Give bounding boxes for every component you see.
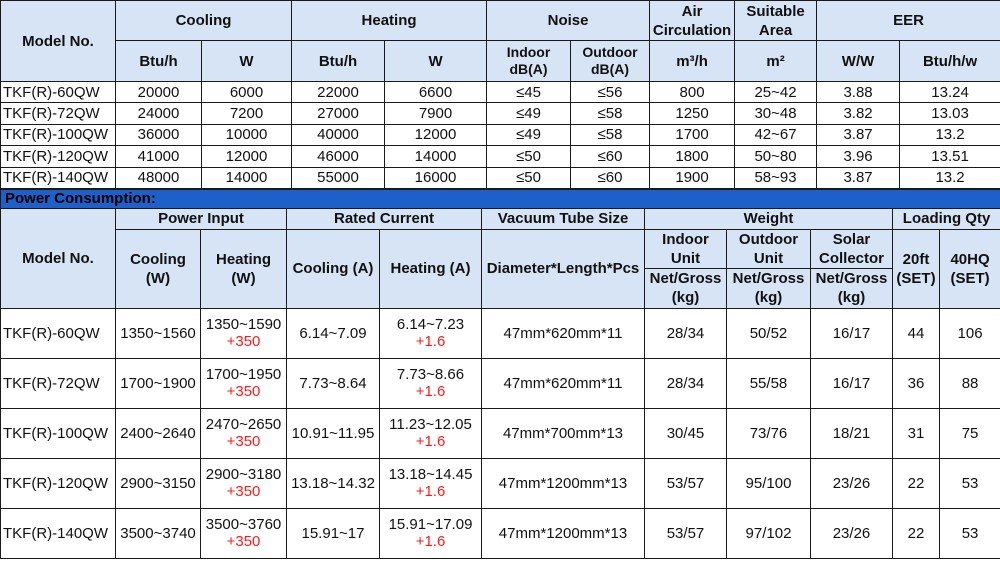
spec-area-cell: 42~67 — [735, 124, 817, 145]
spec-noise-outdoor-cell: ≤58 — [571, 124, 650, 145]
tube-size-cell: 47mm*620mm*11 — [482, 358, 645, 408]
spec-heat-w-cell: 16000 — [385, 167, 487, 188]
spec-eer-btuhw-cell: 13.24 — [900, 82, 1000, 103]
current-cooling-cell: 13.18~14.32 — [287, 458, 380, 508]
spec-eer-btuhw-cell: 13.2 — [900, 167, 1000, 188]
power-cooling-w-header: Cooling (W) — [116, 229, 201, 308]
spec-header-row-1 — [1, 1, 1000, 41]
power-row — [1, 508, 1000, 558]
spec-heat-btuh-cell: 27000 — [292, 103, 385, 124]
power-cooling-cell: 1350~1560 — [116, 308, 201, 358]
power-heating-cell: 3500~3760 +350 — [201, 508, 287, 558]
loading-40hq-header: 40HQ (SET) — [940, 229, 1000, 308]
weight-indoor-unit-header: Net/Gross (kg) — [645, 268, 727, 308]
heater-current-addition: +1.6 — [415, 433, 446, 451]
spec-airflow-unit-header: m³/h — [650, 41, 735, 82]
tube-size-cell: 47mm*1200mm*13 — [482, 508, 645, 558]
spec-cool-w-cell: 7200 — [202, 103, 292, 124]
spec-model-header: Model No. — [1, 1, 116, 82]
spec-heat-btuh-header: Btu/h — [292, 41, 385, 82]
spec-eer-ww-cell: 3.88 — [817, 82, 900, 103]
spec-model-cell: TKF(R)-140QW — [1, 167, 116, 188]
spec-heat-btuh-cell: 40000 — [292, 124, 385, 145]
spec-eer-ww-cell: 3.82 — [817, 103, 900, 124]
heater-addition: +350 — [226, 383, 261, 401]
spec-airflow-cell: 1800 — [650, 146, 735, 167]
power-header-row-1 — [1, 208, 1000, 229]
weight-solar-cell: 23/26 — [811, 458, 893, 508]
spec-cooling-header: Cooling — [116, 1, 292, 41]
spec-area-cell: 58~93 — [735, 167, 817, 188]
power-heating-cell: 2900~3180 +350 — [201, 458, 287, 508]
spec-row — [1, 124, 1000, 145]
power-model-cell: TKF(R)-72QW — [1, 358, 116, 408]
current-cooling-cell: 15.91~17 — [287, 508, 380, 558]
vacuum-tube-header: Vacuum Tube Size — [482, 208, 645, 229]
spec-cool-btuh-cell: 20000 — [116, 82, 202, 103]
power-model-cell: TKF(R)-60QW — [1, 308, 116, 358]
spec-heat-btuh-cell: 55000 — [292, 167, 385, 188]
spec-eer-btuhw-header: Btu/h/w — [900, 41, 1000, 82]
power-heating-w-header: Heating (W) — [201, 229, 287, 308]
current-heating-cell: 11.23~12.05 +1.6 — [380, 408, 482, 458]
spec-cool-btuh-cell: 24000 — [116, 103, 202, 124]
power-input-header: Power Input — [116, 208, 287, 229]
spec-eer-ww-cell: 3.87 — [817, 167, 900, 188]
heater-addition: +350 — [226, 483, 261, 501]
spec-noise-outdoor-cell: ≤56 — [571, 82, 650, 103]
heater-current-addition: +1.6 — [415, 483, 446, 501]
heater-current-addition: +1.6 — [415, 533, 446, 551]
spec-air-circulation-header: Air Circulation — [650, 1, 735, 41]
spec-area-unit-header: m² — [735, 41, 817, 82]
power-model-cell: TKF(R)-120QW — [1, 458, 116, 508]
spec-cool-w-cell: 14000 — [202, 167, 292, 188]
weight-outdoor-cell: 50/52 — [727, 308, 811, 358]
spec-row — [1, 82, 1000, 103]
loading-20ft-cell: 31 — [893, 408, 940, 458]
tube-dimension-header: Diameter*Length*Pcs — [482, 229, 645, 308]
loading-20ft-header: 20ft (SET) — [893, 229, 940, 308]
spec-heat-btuh-cell: 22000 — [292, 82, 385, 103]
loading-40hq-cell: 75 — [940, 408, 1000, 458]
weight-solar-unit-header: Net/Gross (kg) — [811, 268, 893, 308]
spec-model-cell: TKF(R)-60QW — [1, 82, 116, 103]
loading-40hq-cell: 53 — [940, 508, 1000, 558]
heater-addition: +350 — [226, 533, 261, 551]
heater-current-addition: +1.6 — [415, 333, 446, 351]
spec-eer-btuhw-cell: 13.03 — [900, 103, 1000, 124]
power-cooling-cell: 1700~1900 — [116, 358, 201, 408]
power-header-row-2 — [1, 229, 1000, 268]
spec-noise-indoor-cell: ≤50 — [487, 167, 571, 188]
weight-solar-cell: 18/21 — [811, 408, 893, 458]
spec-eer-ww-cell: 3.87 — [817, 124, 900, 145]
spec-eer-btuhw-cell: 13.51 — [900, 146, 1000, 167]
weight-indoor-cell: 53/57 — [645, 508, 727, 558]
spec-noise-indoor-cell: ≤45 — [487, 82, 571, 103]
spec-noise-outdoor-cell: ≤60 — [571, 146, 650, 167]
spec-airflow-cell: 1900 — [650, 167, 735, 188]
loading-qty-header: Loading Qty — [893, 208, 1000, 229]
spec-heat-w-header: W — [385, 41, 487, 82]
spec-cool-btuh-header: Btu/h — [116, 41, 202, 82]
power-heating-cell: 2470~2650 +350 — [201, 408, 287, 458]
weight-indoor-header: Indoor Unit — [645, 229, 727, 268]
power-table — [0, 189, 1000, 559]
power-row — [1, 458, 1000, 508]
weight-solar-cell: 23/26 — [811, 508, 893, 558]
weight-solar-cell: 16/17 — [811, 358, 893, 408]
tube-size-cell: 47mm*700mm*13 — [482, 408, 645, 458]
current-heating-cell: 7.73~8.66 +1.6 — [380, 358, 482, 408]
weight-indoor-cell: 53/57 — [645, 458, 727, 508]
spec-cool-w-cell: 12000 — [202, 146, 292, 167]
weight-indoor-cell: 28/34 — [645, 358, 727, 408]
spec-row — [1, 103, 1000, 124]
power-cooling-cell: 2900~3150 — [116, 458, 201, 508]
spec-model-cell: TKF(R)-72QW — [1, 103, 116, 124]
current-cooling-cell: 6.14~7.09 — [287, 308, 380, 358]
power-row — [1, 408, 1000, 458]
weight-indoor-cell: 28/34 — [645, 308, 727, 358]
spec-model-cell: TKF(R)-100QW — [1, 124, 116, 145]
spec-heat-w-cell: 7900 — [385, 103, 487, 124]
spec-airflow-cell: 1700 — [650, 124, 735, 145]
weight-header: Weight — [645, 208, 893, 229]
spec-airflow-cell: 800 — [650, 82, 735, 103]
spec-cool-btuh-cell: 48000 — [116, 167, 202, 188]
current-cooling-header: Cooling (A) — [287, 229, 380, 308]
spec-noise-indoor-header: Indoor dB(A) — [487, 41, 571, 82]
spec-cool-btuh-cell: 36000 — [116, 124, 202, 145]
loading-20ft-cell: 44 — [893, 308, 940, 358]
loading-40hq-cell: 53 — [940, 458, 1000, 508]
weight-outdoor-cell: 97/102 — [727, 508, 811, 558]
spec-noise-indoor-cell: ≤49 — [487, 124, 571, 145]
spec-heat-w-cell: 14000 — [385, 146, 487, 167]
spec-table — [0, 0, 1000, 189]
power-row — [1, 308, 1000, 358]
spec-noise-indoor-cell: ≤50 — [487, 146, 571, 167]
tube-size-cell: 47mm*620mm*11 — [482, 308, 645, 358]
loading-20ft-cell: 36 — [893, 358, 940, 408]
weight-solar-cell: 16/17 — [811, 308, 893, 358]
current-cooling-cell: 10.91~11.95 — [287, 408, 380, 458]
power-heating-cell: 1350~1590 +350 — [201, 308, 287, 358]
spec-noise-outdoor-cell: ≤58 — [571, 103, 650, 124]
spec-cool-w-cell: 6000 — [202, 82, 292, 103]
heater-addition: +350 — [226, 433, 261, 451]
spec-eer-ww-cell: 3.96 — [817, 146, 900, 167]
power-heating-cell: 1700~1950 +350 — [201, 358, 287, 408]
spec-noise-outdoor-header: Outdoor dB(A) — [571, 41, 650, 82]
spec-header-row-2 — [1, 41, 1000, 82]
weight-outdoor-header: Outdoor Unit — [727, 229, 811, 268]
weight-solar-header: Solar Collector — [811, 229, 893, 268]
spec-area-cell: 25~42 — [735, 82, 817, 103]
spec-cool-btuh-cell: 41000 — [116, 146, 202, 167]
power-model-header: Model No. — [1, 208, 116, 308]
weight-outdoor-cell: 73/76 — [727, 408, 811, 458]
heater-addition: +350 — [226, 333, 261, 351]
spec-noise-indoor-cell: ≤49 — [487, 103, 571, 124]
rated-current-header: Rated Current — [287, 208, 482, 229]
power-row — [1, 358, 1000, 408]
loading-40hq-cell: 106 — [940, 308, 1000, 358]
tube-size-cell: 47mm*1200mm*13 — [482, 458, 645, 508]
weight-outdoor-cell: 95/100 — [727, 458, 811, 508]
spec-suitable-area-header: Suitable Area — [735, 1, 817, 41]
loading-40hq-cell: 88 — [940, 358, 1000, 408]
spec-heat-w-cell: 6600 — [385, 82, 487, 103]
heater-current-addition: +1.6 — [415, 383, 446, 401]
spec-cool-w-cell: 10000 — [202, 124, 292, 145]
power-cooling-cell: 2400~2640 — [116, 408, 201, 458]
current-heating-cell: 6.14~7.23 +1.6 — [380, 308, 482, 358]
spec-eer-header: EER — [817, 1, 1000, 41]
power-cooling-cell: 3500~3740 — [116, 508, 201, 558]
spec-noise-header: Noise — [487, 1, 650, 41]
spec-model-cell: TKF(R)-120QW — [1, 146, 116, 167]
spec-area-cell: 30~48 — [735, 103, 817, 124]
weight-outdoor-unit-header: Net/Gross (kg) — [727, 268, 811, 308]
spec-row — [1, 146, 1000, 167]
spec-heating-header: Heating — [292, 1, 487, 41]
current-heating-header: Heating (A) — [380, 229, 482, 308]
spec-area-cell: 50~80 — [735, 146, 817, 167]
spec-eer-ww-header: W/W — [817, 41, 900, 82]
weight-indoor-cell: 30/45 — [645, 408, 727, 458]
spec-noise-outdoor-cell: ≤60 — [571, 167, 650, 188]
power-model-cell: TKF(R)-100QW — [1, 408, 116, 458]
loading-20ft-cell: 22 — [893, 508, 940, 558]
current-heating-cell: 13.18~14.45 +1.6 — [380, 458, 482, 508]
spec-heat-w-cell: 12000 — [385, 124, 487, 145]
weight-outdoor-cell: 55/58 — [727, 358, 811, 408]
current-heating-cell: 15.91~17.09 +1.6 — [380, 508, 482, 558]
spec-cool-w-header: W — [202, 41, 292, 82]
power-consumption-title: Power Consumption: — [1, 189, 1000, 208]
spec-eer-btuhw-cell: 13.2 — [900, 124, 1000, 145]
spec-row — [1, 167, 1000, 188]
spec-airflow-cell: 1250 — [650, 103, 735, 124]
current-cooling-cell: 7.73~8.64 — [287, 358, 380, 408]
loading-20ft-cell: 22 — [893, 458, 940, 508]
power-consumption-band — [1, 189, 1000, 208]
spec-heat-btuh-cell: 46000 — [292, 146, 385, 167]
power-model-cell: TKF(R)-140QW — [1, 508, 116, 558]
